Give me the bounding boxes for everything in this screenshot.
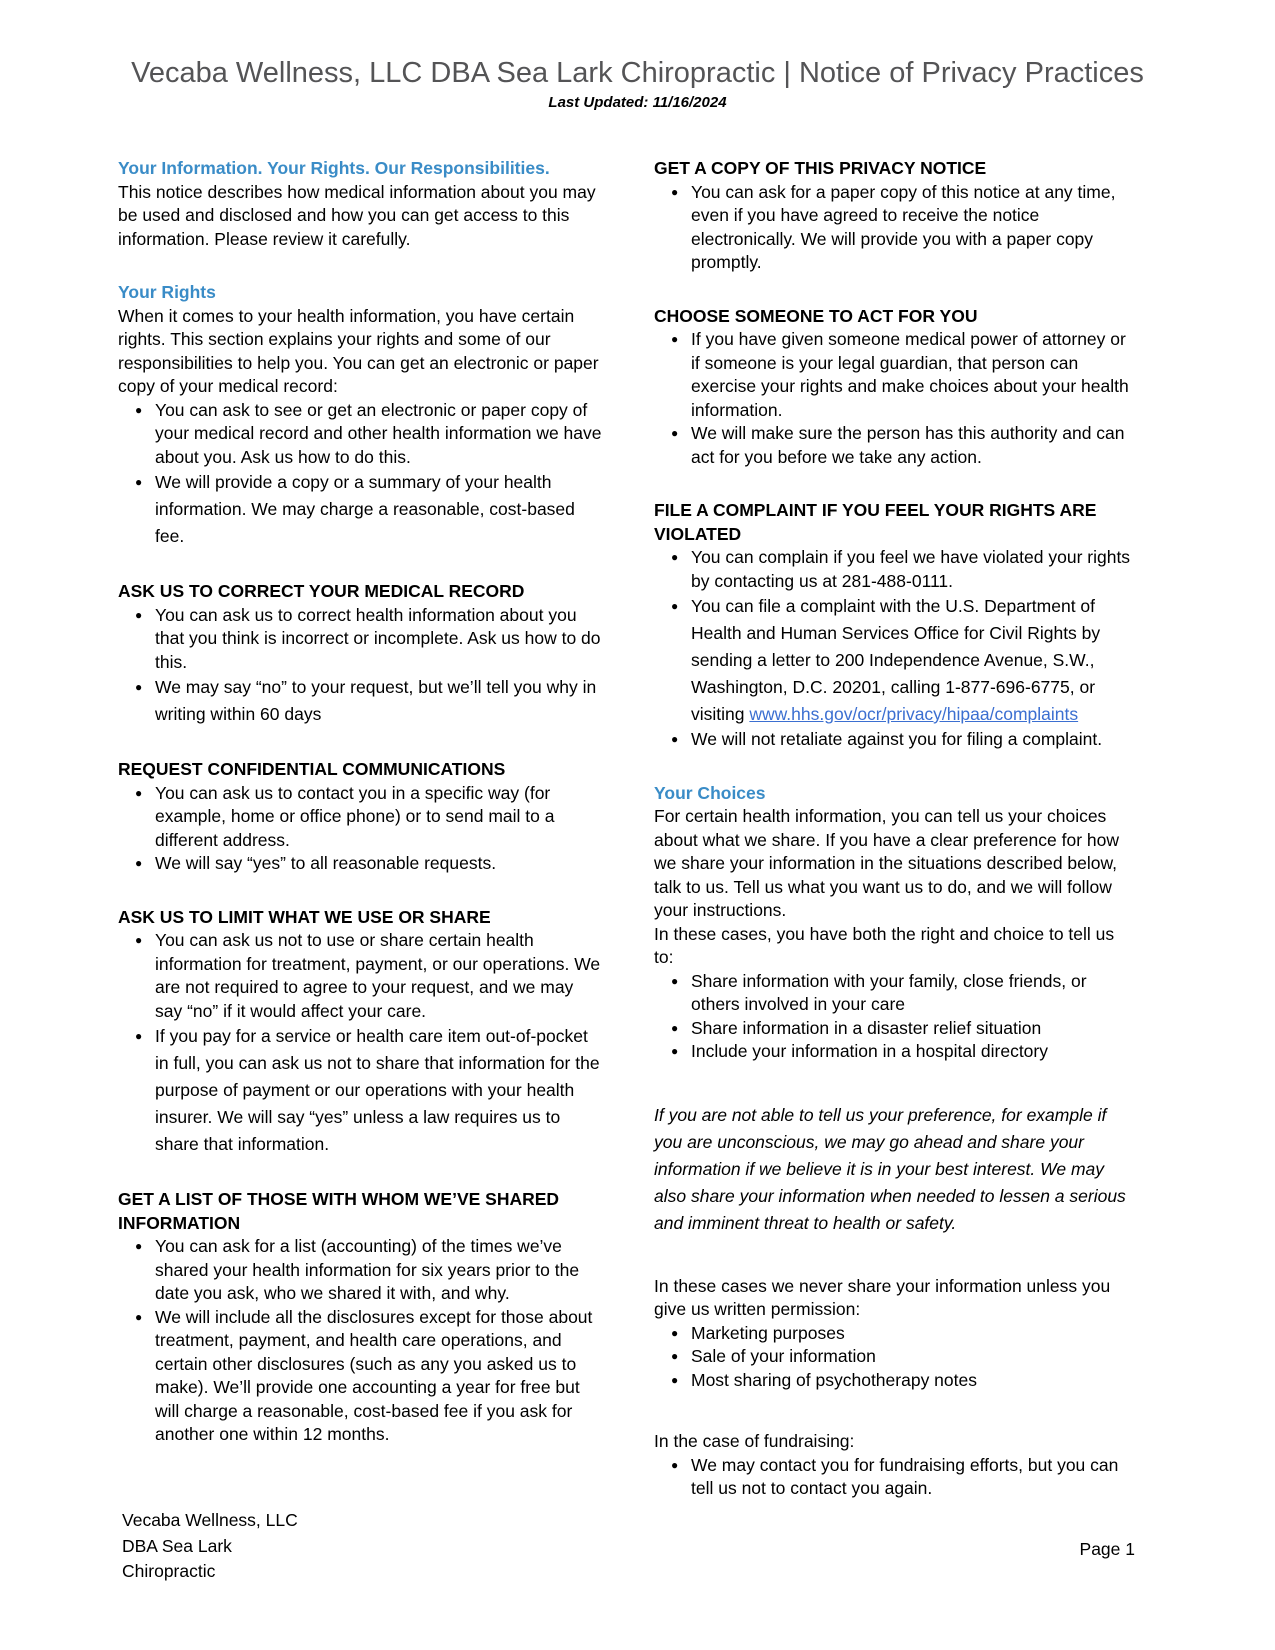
- bullet-item: ● You can complain if you feel we have violated your rights by contacting us at 281-488-0111.: [654, 546, 1135, 593]
- bullet-list: [654, 181, 1135, 275]
- bullet-list: [654, 546, 1135, 752]
- bullet-item: ● Sale of your information: [654, 1345, 1135, 1369]
- page-number: Page 1: [1079, 1539, 1135, 1559]
- section-heading-your-choices: Your Choices: [654, 782, 766, 803]
- bullet-item: ● Share information with your family, close friends, or others involved in your care: [654, 970, 1135, 1017]
- hhs-complaints-link[interactable]: www.hhs.gov/ocr/privacy/hipaa/complaints: [749, 704, 1079, 724]
- page-title: Vecaba Wellness, LLC DBA Sea Lark Chiropractic | Notice of Privacy Practices: [131, 57, 1144, 89]
- bullet-item: ● You can ask us to contact you in a specific way (for example, home or office phone) or to send mail to a different address.: [118, 782, 602, 853]
- footer-org-line: Chiropractic: [122, 1561, 216, 1581]
- bullet-item: ● Share information in a disaster relief situation: [654, 1017, 1135, 1041]
- bullet-list: [118, 399, 602, 551]
- bullet-item: ● We will say “yes” to all reasonable requests.: [118, 852, 602, 876]
- bullet-item: ● Include your information in a hospital directory: [654, 1040, 1135, 1064]
- paragraph: In these cases we never share your information unless you give us written permission:: [654, 1275, 1111, 1319]
- bullet-item: ● You can ask for a list (accounting) of the times we’ve shared your health information for six years prior to the date you ask, who we shared it with, and why.: [118, 1235, 602, 1306]
- bullet-text: You can file a complaint with the U.S. Department of Health and Human Services Office for Civil Rights by sending a letter to 200 Independence Avenue, S.W., Washington, D.C. 20201, calling 1-877-696-6775, or visiting: [691, 596, 1101, 724]
- bullet-list: [118, 929, 602, 1158]
- paragraph: In these cases, you have both the right and choice to tell us to:: [654, 923, 1115, 967]
- section-heading-confidential-communications: REQUEST CONFIDENTIAL COMMUNICATIONS: [118, 759, 506, 779]
- bullet-list: [654, 1322, 1135, 1393]
- bullet-item: ● You can ask to see or get an electronic or paper copy of your medical record and other health information we have about you. Ask us how to do this.: [118, 399, 602, 470]
- bullet-item: ● We will include all the disclosures except for those about treatment, payment, and health care operations, and certain other disclosures (such as any you asked us to make). We’ll provide one accounting a year for free but will charge a reasonable, cost-based fee if you ask for another one within 12 months.: [118, 1306, 602, 1447]
- bullet-list: [118, 604, 602, 729]
- section-heading-file-complaint: FILE A COMPLAINT IF YOU FEEL YOUR RIGHTS ARE VIOLATED: [654, 500, 1097, 544]
- section-heading-your-rights: Your Rights: [118, 282, 216, 302]
- bullet-item: ● We may say “no” to your request, but we’ll tell you why in writing within 60 days: [118, 674, 602, 728]
- footer-org-line: DBA Sea Lark: [122, 1535, 232, 1556]
- bullet-list: [118, 782, 602, 876]
- section-heading-correct-record: ASK US TO CORRECT YOUR MEDICAL RECORD: [118, 581, 525, 601]
- bullet-item: ● We may contact you for fundraising efforts, but you can tell us not to contact you again.: [654, 1454, 1135, 1501]
- bullet-item: ● Most sharing of psychotherapy notes: [654, 1369, 1135, 1393]
- paragraph-preference-note: If you are not able to tell us your preference, for example if you are unconscious, we may go ahead and share your information if we believe it is in your best interest. We may also share your information when needed to lessen a serious and imminent threat to health or safety.: [654, 1104, 1126, 1233]
- bullet-list: [654, 970, 1135, 1064]
- bullet-item: ● If you have given someone medical power of attorney or if someone is your legal guardian, that person can exercise your rights and make choices about your health information.: [654, 328, 1135, 422]
- section-heading-choose-someone: CHOOSE SOMEONE TO ACT FOR YOU: [654, 305, 978, 326]
- bullet-item: ● You can ask us to correct health information about you that you think is incorrect or incomplete. Ask us how to do this.: [118, 604, 602, 675]
- bullet-item: ● We will make sure the person has this authority and can act for you before we take any action.: [654, 422, 1135, 469]
- bullet-list: [654, 328, 1135, 469]
- section-heading-your-information: Your Information. Your Rights. Our Responsibilities.: [118, 158, 550, 178]
- bullet-item: ● You can ask for a paper copy of this notice at any time, even if you have agreed to receive the notice electronically. We will provide you with a paper copy promptly.: [654, 181, 1135, 275]
- paragraph: When it comes to your health information, you have certain rights. This section explains your rights and some of our responsibilities to help you. You can get an electronic or paper copy of your medical record:: [118, 305, 599, 396]
- bullet-item: ● You can ask us not to use or share certain health information for treatment, payment, or our operations. We are not required to agree to your request, and we may say “no” if it would affect your care.: [118, 929, 602, 1023]
- bullet-item: ● We will provide a copy or a summary of your health information. We may charge a reasonable, cost-based fee.: [118, 469, 602, 550]
- footer-org-line: Vecaba Wellness, LLC: [122, 1510, 298, 1530]
- right-column: [654, 157, 1135, 1501]
- footer-organization: [122, 1508, 298, 1585]
- paragraph: In the case of fundraising:: [654, 1431, 855, 1451]
- section-heading-copy-of-notice: GET A COPY OF THIS PRIVACY NOTICE: [654, 158, 987, 178]
- section-heading-list-of-shared: GET A LIST OF THOSE WITH WHOM WE’VE SHARED INFORMATION: [118, 1189, 560, 1233]
- bullet-item: ● We will not retaliate against you for filing a complaint.: [654, 728, 1135, 752]
- bullet-item: ● If you pay for a service or health care item out-of-pocket in full, you can ask us not to share that information for the purpose of payment or our operations with your health insurer. We will say “yes” unless a law requires us to share that information.: [118, 1023, 602, 1158]
- section-heading-limit-use-share: ASK US TO LIMIT WHAT WE USE OR SHARE: [118, 906, 491, 927]
- paragraph: This notice describes how medical information about you may be used and disclosed and how you can get access to this information. Please review it carefully.: [118, 181, 596, 249]
- bullet-item: [654, 593, 1135, 728]
- bullet-item: ● Marketing purposes: [654, 1322, 1135, 1346]
- left-column: [118, 157, 602, 1447]
- bullet-list: [118, 1235, 602, 1447]
- last-updated: Last Updated: 11/16/2024: [548, 94, 727, 111]
- bullet-list: [654, 1454, 1135, 1501]
- paragraph: For certain health information, you can tell us your choices about what we share. If you have a clear preference for how we share your information in the situations described below, talk to us. Tell us what you want us to do, and we will follow your instructions.: [654, 806, 1119, 920]
